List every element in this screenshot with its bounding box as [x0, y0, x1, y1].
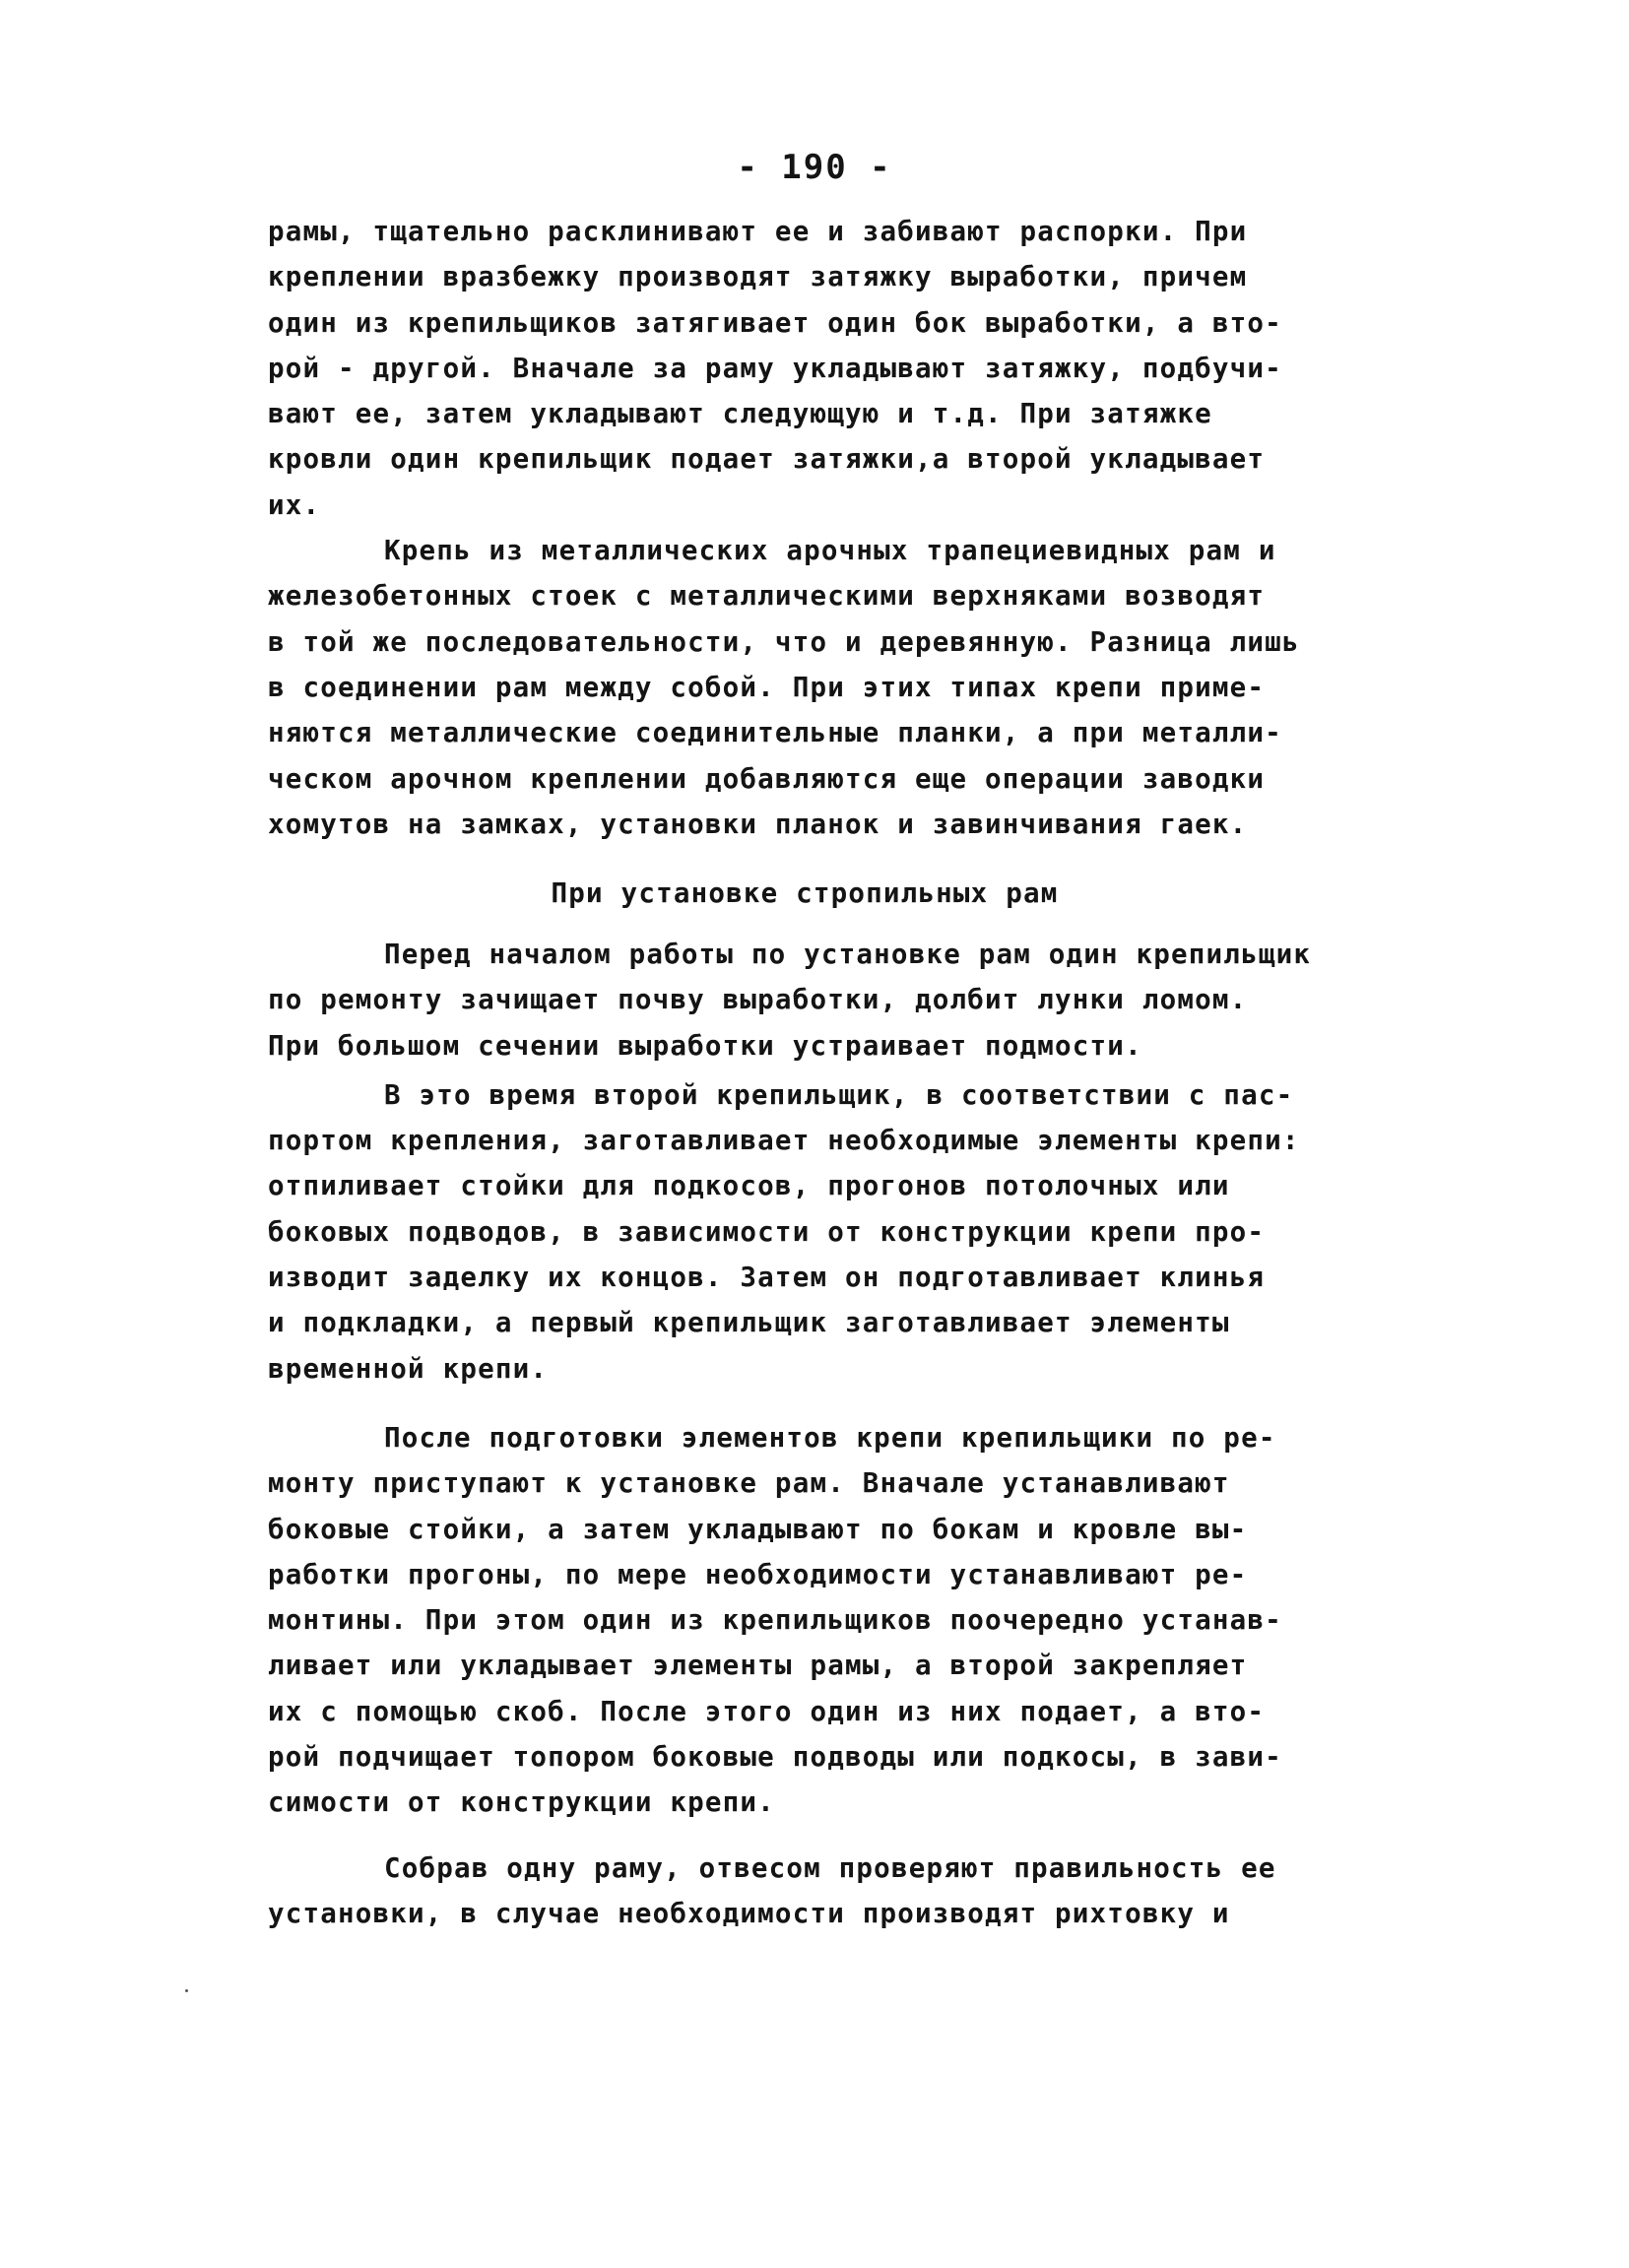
paragraph: [268, 1415, 1371, 1826]
text-line: по ремонту зачищает почву выработки, долбит лунки ломом.: [268, 984, 1248, 1016]
text-line: монтины. При этом один из крепильщиков поочередно устанав-: [268, 1604, 1282, 1637]
text-line: рой - другой. Вначале за раму укладывают затяжку, подбучи-: [268, 352, 1282, 384]
text-line: железобетонных стоек с металлическими верхняками возводят: [268, 580, 1266, 613]
text-line: креплении вразбежку производят затяжку выработки, причем: [268, 261, 1248, 293]
text-line: монту приступают к установке рам. Вначале устанавливают: [268, 1467, 1230, 1500]
text-line: После подготовки элементов крепи крепильщики по ре-: [384, 1421, 1276, 1454]
text-line: их с помощью скоб. После этого один из них подает, а вто-: [268, 1695, 1266, 1727]
text-line: рой подчищает топором боковые подводы или подкосы, в зави-: [268, 1741, 1282, 1774]
text-line: ческом арочном креплении добавляются еще операции заводки: [268, 762, 1266, 795]
text-line: вают ее, затем укладывают следующую и т.д. При затяжке: [268, 398, 1212, 430]
text-line: кровли один крепильщик подает затяжки,а второй укладывает: [268, 443, 1266, 476]
text-line: При большом сечении выработки устраивает подмости.: [268, 1029, 1142, 1062]
text-line: боковых подводов, в зависимости от конструкции крепи про-: [268, 1215, 1266, 1248]
text-line: Перед началом работы по установке рам один крепильщик: [384, 939, 1312, 970]
text-line: изводит заделку их концов. Затем он подготавливает клинья: [268, 1262, 1266, 1294]
text-line: ливает или укладывает элементы рамы, а второй закрепляет: [268, 1650, 1248, 1682]
text-line: временной крепи.: [268, 1352, 549, 1385]
paragraph: [268, 209, 1371, 528]
paragraph: [268, 932, 1371, 1069]
text-line: установки, в случае необходимости производят рихтовку и: [268, 1897, 1230, 1929]
text-line: В это время второй крепильщик, в соответствии с пас-: [384, 1078, 1294, 1111]
text-line: Крепь из металлических арочных трапециевидных рам и: [384, 535, 1276, 567]
text-line: боковые стойки, а затем укладывают по бокам и кровле вы-: [268, 1513, 1248, 1545]
paragraph: [268, 1072, 1371, 1392]
text-line: хомутов на замках, установки планок и завинчивания гаек.: [268, 808, 1248, 840]
text-line: няются металлические соединительные планки, а при металли-: [268, 717, 1282, 749]
text-line: один из крепильщиков затягивает один бок выработки, а вто-: [268, 306, 1282, 339]
paragraph: [268, 1846, 1371, 1937]
text-line: их.: [268, 488, 321, 521]
text-line: отпиливает стойки для подкосов, прогонов потолочных или: [268, 1170, 1230, 1202]
text-line: работки прогоны, по мере необходимости устанавливают ре-: [268, 1558, 1248, 1590]
text-line: и подкладки, а первый крепильщик заготавливает элементы: [268, 1307, 1230, 1339]
text-block-top: [268, 209, 1371, 847]
section-heading-wrap: [268, 871, 1371, 916]
text-line: рамы, тщательно расклинивают ее и забивают распорки. При: [268, 216, 1248, 247]
page-number: - 190 -: [737, 148, 892, 187]
paragraph: [268, 528, 1371, 847]
text-line: портом крепления, заготавливает необходимые элементы крепи:: [268, 1125, 1300, 1157]
scan-speck: [185, 1989, 188, 1992]
text-line: в соединении рам между собой. При этих типах крепи приме-: [268, 671, 1266, 703]
text-line: симости от конструкции крепи.: [268, 1786, 775, 1819]
text-line: в той же последовательности, что и деревянную. Разница лишь: [268, 625, 1300, 658]
section-heading: При установке стропильных рам: [551, 877, 1059, 909]
text-block-bottom: [268, 932, 1371, 1936]
text-line: Собрав одну раму, отвесом проверяют правильность ее: [384, 1851, 1276, 1884]
